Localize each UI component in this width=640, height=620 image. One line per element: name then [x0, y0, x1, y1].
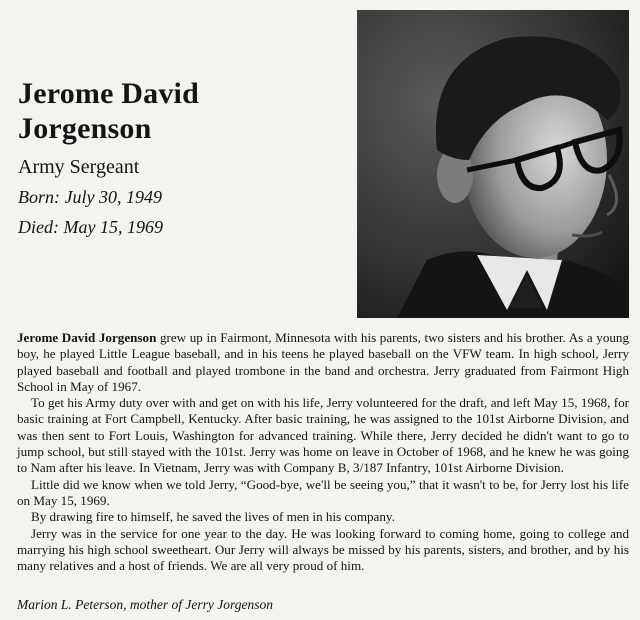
died-label: Died: — [18, 217, 59, 237]
bio-paragraph-2: To get his Army duty over with and get on with his life, Jerry volunteered for the draft, and left May 15, 1968, for basic training at Fort Campbell, Kentucky. After basic training, he was assigned to the 101st Airborne Division, and was then sent to Fort Louis, Washington for advanced training. While there, Jerry decided he didn't want to go to jump school, but still stayed with the 101st. Jerry was home on leave in October of 1968, and he knew he was going to Nam after his leave. In Vietnam, Jerry was with Company B, 3/187 Infantry, 101st Airborne Division. — [17, 395, 629, 476]
signature: Marion L. Peterson, mother of Jerry Jorgenson — [17, 597, 273, 612]
person-name-line1: Jerome David — [18, 77, 199, 110]
born-label: Born: — [18, 187, 60, 207]
person-name-line2: Jorgenson — [18, 112, 152, 145]
died-date: May 15, 1969 — [63, 217, 163, 237]
military-rank: Army Sergeant — [18, 156, 140, 178]
born-date: July 30, 1949 — [64, 187, 162, 207]
portrait-photo-icon — [357, 10, 629, 318]
bio-lead-name: Jerome David Jorgenson — [17, 330, 157, 345]
biography — [17, 330, 629, 574]
bio-paragraph-1-text: grew up in Fairmont, Minnesota with his parents, two sisters and his brother. As a young boy, he played Little League baseball, and in his teens he played baseball on the VFW team. In high school, Jerry played baseball and football and played trombone in the band and orchestra. Jerry graduated from Fairmont High School in May of 1967. — [17, 330, 630, 394]
bio-paragraph-4: By drawing fire to himself, he saved the lives of men in his company. — [31, 509, 395, 525]
portrait-photo — [357, 10, 629, 318]
bio-paragraph-1 — [17, 330, 629, 395]
bio-paragraph-5: Jerry was in the service for one year to the day. He was looking forward to coming home, going to college and marrying his high school sweetheart. Our Jerry will always be missed by his parents, sisters, and brother, and by his many relatives and a host of friends. We are all very proud of him. — [17, 525, 629, 574]
died-line — [18, 214, 338, 240]
born-line — [18, 184, 338, 210]
bio-paragraph-3: Little did we know when we told Jerry, “Good-bye, we'll be seeing you,” that it wasn't to be, for Jerry lost his life on May 15, 1969. — [17, 476, 629, 508]
header-block — [18, 76, 338, 240]
